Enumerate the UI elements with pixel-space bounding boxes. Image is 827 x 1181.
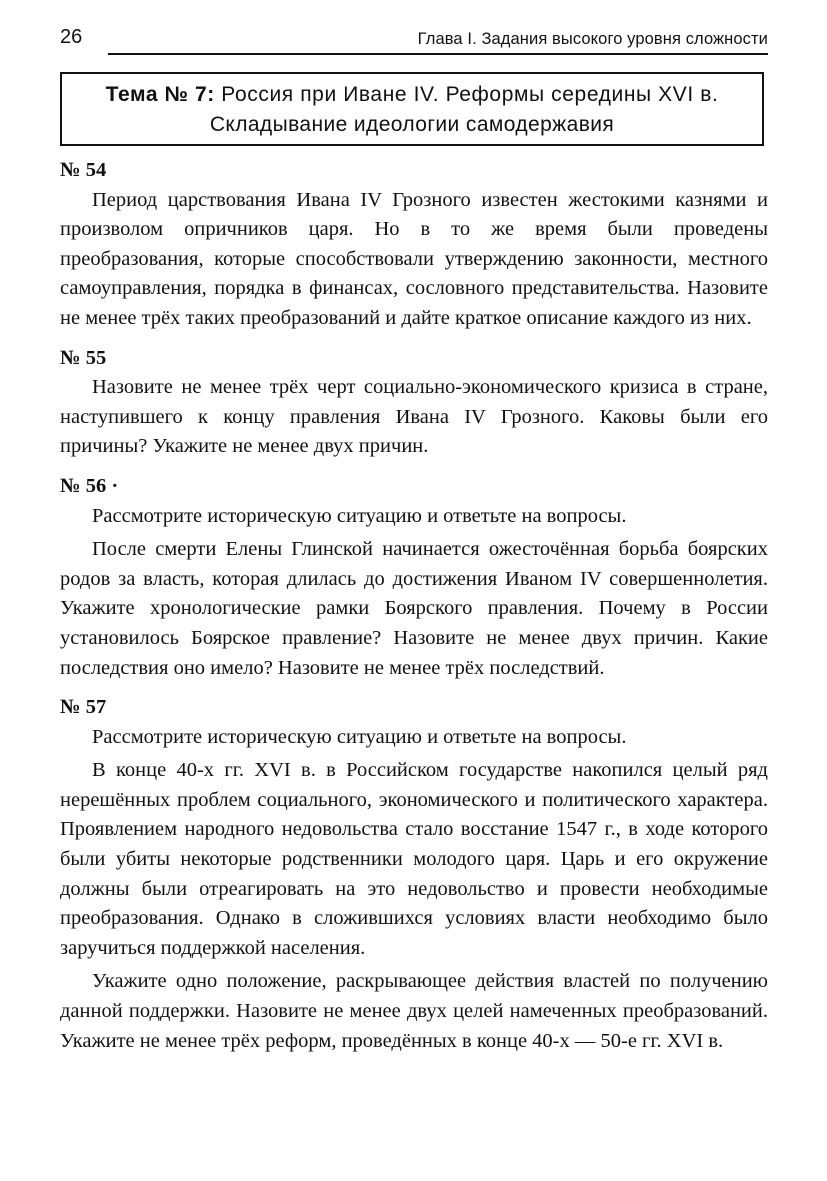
task-55: [60, 344, 768, 462]
topic-title-line1: [62, 80, 762, 110]
task-number: № 55: [60, 346, 107, 369]
task-number: № 57: [60, 696, 107, 719]
task-instruction: Рассмотрите историческую ситуацию и ответьте на вопросы.: [92, 725, 627, 748]
tasks-content: [60, 156, 768, 1066]
task-paragraph: Период царствования Ивана IV Грозного известен жестокими казнями и произволом опричников царя. Но в то же время были проведены преобразования, которые способствовали утверждению законности, местного самоуправления, порядка в финансах, сословного представительства. Назовите не менее трёх таких преобразований и дайте краткое описание каждого из них.: [60, 188, 768, 329]
topic-title-text: Россия при Иване IV. Реформы середины XVI в.: [214, 83, 719, 106]
topic-box: [60, 72, 764, 146]
task-instruction: Рассмотрите историческую ситуацию и ответьте на вопросы.: [92, 504, 627, 527]
header-rule: [108, 53, 768, 55]
task-57: [60, 693, 768, 1056]
task-54: [60, 156, 768, 334]
task-number: № 54: [60, 159, 107, 181]
task-number: № 56 ·: [60, 474, 119, 497]
task-paragraph: В конце 40-х гг. XVI в. в Российском государстве накопился целый ряд нерешённых проблем социального, экономического и политического характера. Проявлением народного недовольства стало восстание 1547 г., в ходе которого были убиты некоторые родственники молодого царя. Царь и его окружение должны были отреагировать на это недовольство и провести необходимые преобразования. Однако в сложившихся условиях власти необходимо было заручиться поддержкой населения.: [60, 759, 768, 959]
task-56: [60, 472, 768, 683]
chapter-title: Глава I. Задания высокого уровня сложности: [417, 30, 768, 48]
topic-title-line2: Складывание идеологии самодержавия: [209, 113, 615, 136]
task-paragraph: Назовите не менее трёх черт социально-экономического кризиса в стране, наступившего к концу правления Ивана IV Грозного. Каковы были его причины? Укажите не менее двух причин.: [60, 376, 768, 458]
topic-label: Тема № 7:: [105, 83, 215, 106]
running-head: [60, 22, 768, 54]
task-paragraph: Укажите одно положение, раскрывающее действия властей по получению данной поддержки. Назовите не менее двух целей намеченных преобразований. Укажите не менее трёх реформ, проведённых в конце 40-х — 50-е гг. XVI в.: [60, 970, 768, 1052]
task-paragraph: После смерти Елены Глинской начинается ожесточённая борьба боярских родов за власть, которая длилась до достижения Иваном IV совершеннолетия. Укажите хронологические рамки Боярского правления. Почему в России установилось Боярское правление? Назовите не менее двух причин. Какие последствия оно имело? Назовите не менее трёх последствий.: [60, 538, 768, 679]
page-number: 26: [60, 26, 83, 48]
